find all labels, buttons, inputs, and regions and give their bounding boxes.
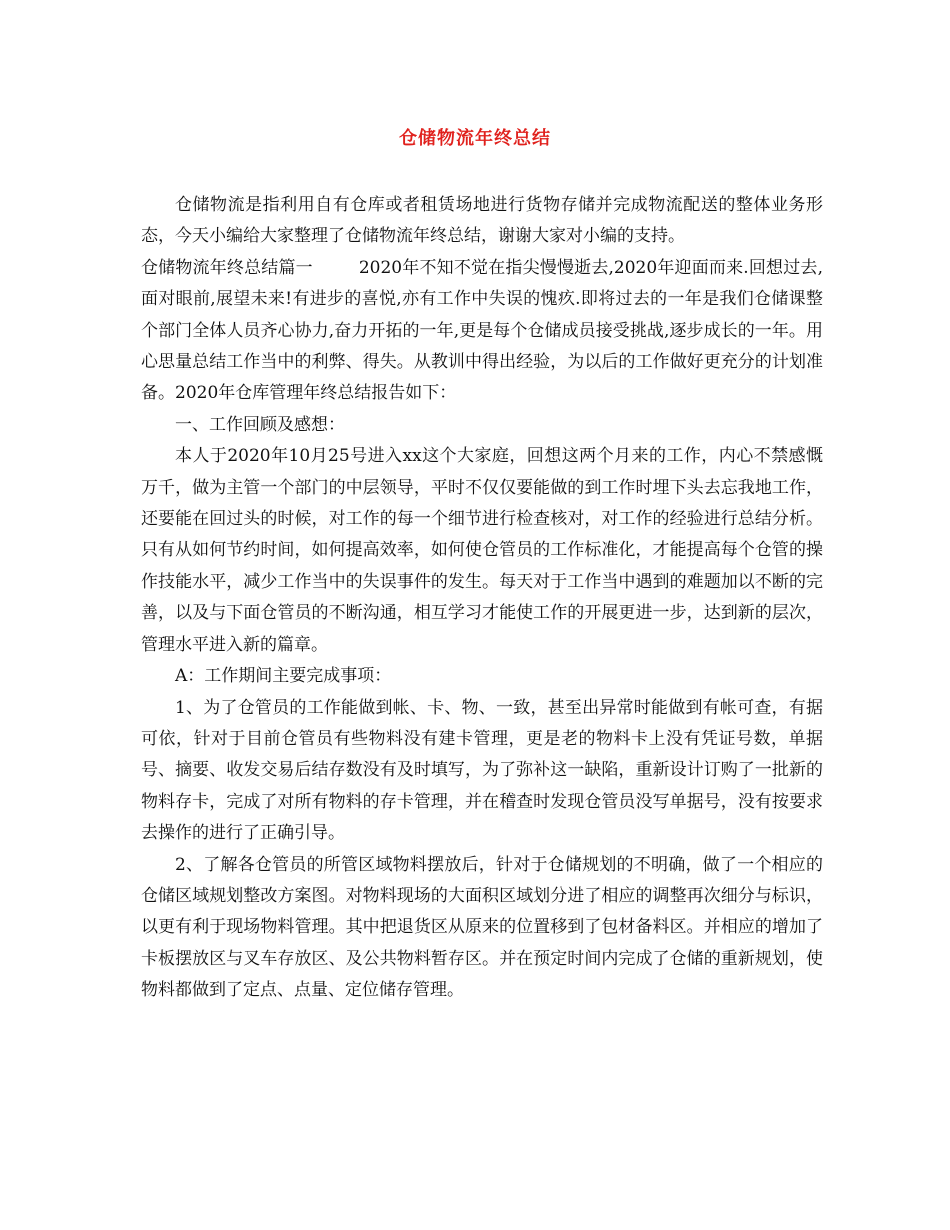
task-item-2: 2、了解各仓管员的所管区域物料摆放后，针对于仓储规划的不明确，做了一个相应的仓储区域规划整改方案图。对物料现场的大面积区域划分进了相应的调整再次细分与标识，以更有利于现场物料管理。其中把退货区从原来的位置移到了包材备料区。并相应的增加了卡板摆放区与叉车存放区、及公共物料暂存区。并在预定时间内完成了仓储的重新规划，使物料都做到了定点、点量、定位储存管理。 — [141, 854, 823, 1001]
section-opening-text: 2020年不知不觉在指尖慢慢逝去,2020年迎面而来.回想过去,面对眼前,展望未来!有进步的喜悦,亦有工作中失误的愧疚.即将过去的一年是我们仓储课整个部门全体人员齐心协力,奋力开拓的一年,更是每个仓储成员接受挑战,逐步成长的一年。用心思量总结工作当中的利弊、得失。从教训中得出经验，为以后的工作做好更充分的计划准备。2020年仓库管理年终总结报告如下： — [141, 257, 823, 404]
review-paragraph: 本人于2020年10月25号进入xx这个大家庭，回想这两个月来的工作，内心不禁感慨万千，做为主管一个部门的中层领导，平时不仅仅要能做的到工作时埋下头去忘我地工作，还要能在回过头的时候，对工作的每一个细节进行检查核对，对工作的经验进行总结分析。只有从如何节约时间，如何提高效率，如何使仓管员的工作标准化，才能提高每个仓管的操作技能水平，减少工作当中的失误事件的发生。每天对于工作当中遇到的难题加以不断的完善，以及与下面仓管员的不断沟通，相互学习才能使工作的开展更进一步，达到新的层次，管理水平进入新的篇章。 — [141, 446, 823, 655]
intro-paragraph: 仓储物流是指利用自有仓库或者租赁场地进行货物存储并完成物流配送的整体业务形态，今天小编给大家整理了仓储物流年终总结，谢谢大家对小编的支持。 — [141, 195, 823, 247]
section-opening-paragraph — [141, 253, 823, 410]
document-body — [141, 190, 823, 1007]
task-item-1: 1、为了仓管员的工作能做到帐、卡、物、一致，甚至出异常时能做到有帐可查，有据可依，针对于目前仓管员有些物料没有建卡管理，更是老的物料卡上没有凭证号数，单据号、摘要、收发交易后结存数没有及时填写，为了弥补这一缺陷，重新设计订购了一批新的物料存卡，完成了对所有物料的存卡管理，并在稽查时发现仓管员没写单据号，没有按要求去操作的进行了正确引导。 — [141, 697, 823, 844]
sub-heading-review: 一、工作回顾及感想： — [175, 414, 345, 435]
document-title: 仓储物流年终总结 — [399, 128, 551, 149]
sub-heading-tasks: A：工作期间主要完成事项： — [175, 666, 392, 687]
section-heading: 仓储物流年终总结篇一 — [141, 257, 313, 278]
